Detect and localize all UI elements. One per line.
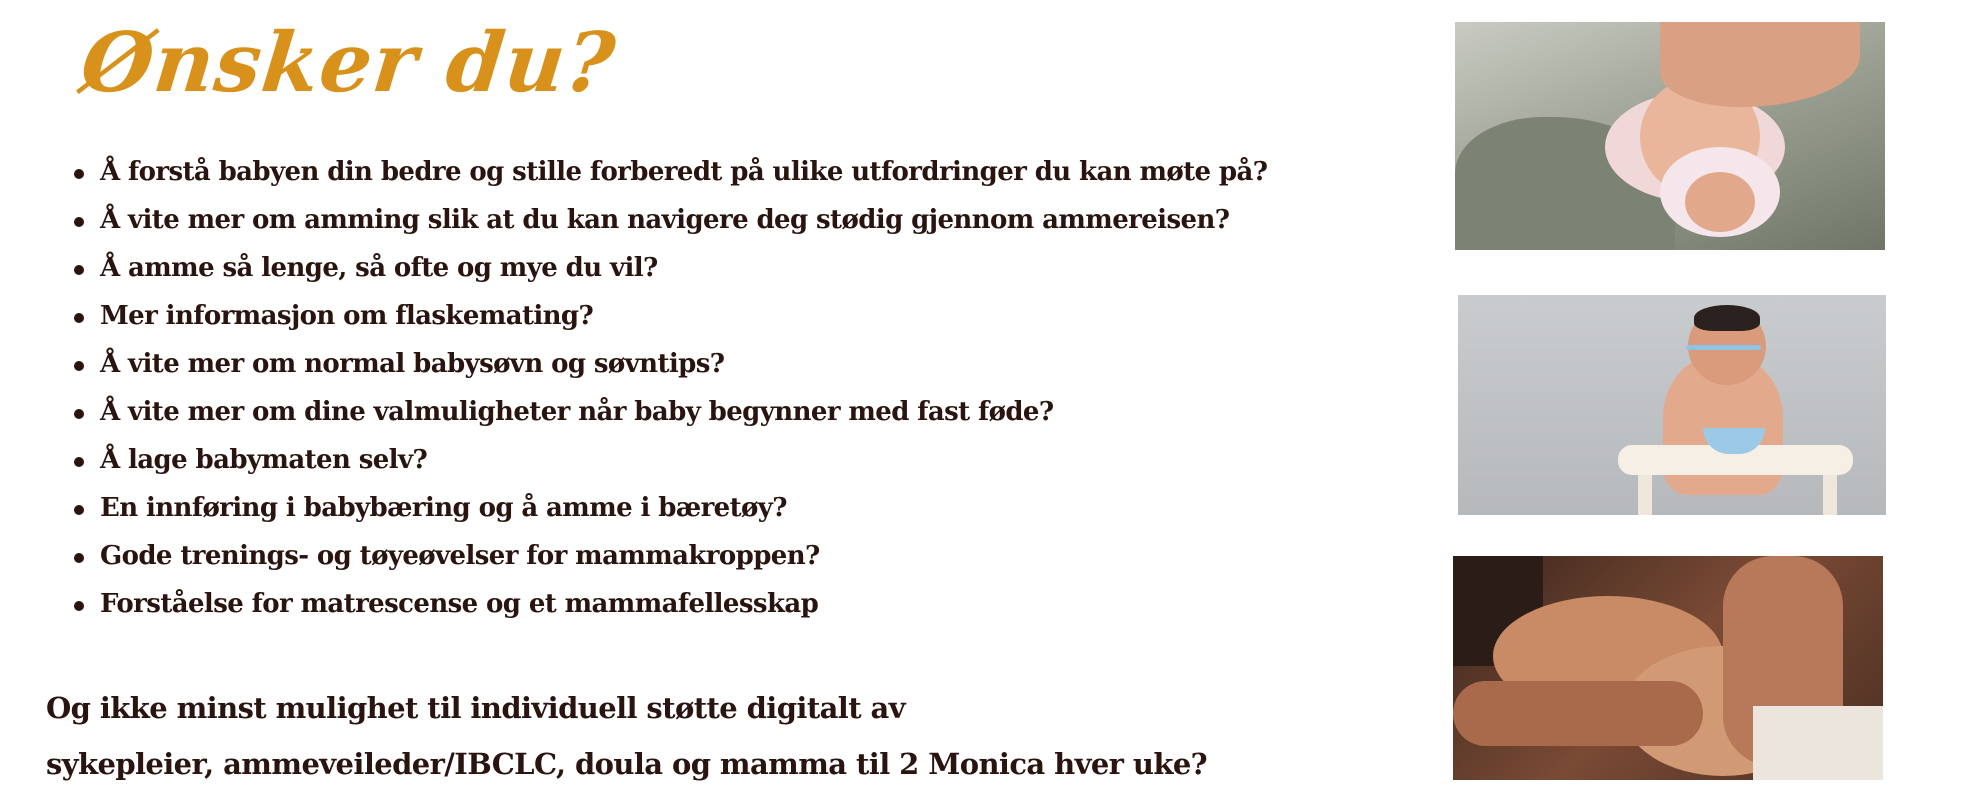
list-item: Å vite mer om normal babysøvn og søvntips? [70,340,1267,388]
closing-text [46,680,1207,792]
list-item: Å amme så lenge, så ofte og mye du vil? [70,244,1267,292]
page-title: Ønsker du? [76,15,620,111]
list-item: Gode trenings- og tøyeøvelser for mammakroppen? [70,532,1267,580]
list-item: Å lage babymaten selv? [70,436,1267,484]
sleeping-baby-photo [1455,22,1885,250]
list-item: Mer informasjon om flaskemating? [70,292,1267,340]
list-item: Å vite mer om dine valmuligheter når baby begynner med fast føde? [70,388,1267,436]
list-item: Å vite mer om amming slik at du kan navigere deg stødig gjennom ammereisen? [70,196,1267,244]
list-item: Forståelse for matrescense og et mammafellesskap [70,580,1267,628]
highchair-baby-photo [1458,295,1886,515]
list-item: En innføring i babybæring og å amme i bæretøy? [70,484,1267,532]
feeding-baby-photo [1453,556,1883,780]
list-item: Å forstå babyen din bedre og stille forberedt på ulike utfordringer du kan møte på? [70,148,1267,196]
benefit-list [70,148,1267,628]
closing-line-1: Og ikke minst mulighet til individuell støtte digitalt av [46,691,905,725]
closing-line-2: sykepleier, ammeveileder/IBCLC, doula og mamma til 2 Monica hver uke? [46,747,1208,781]
